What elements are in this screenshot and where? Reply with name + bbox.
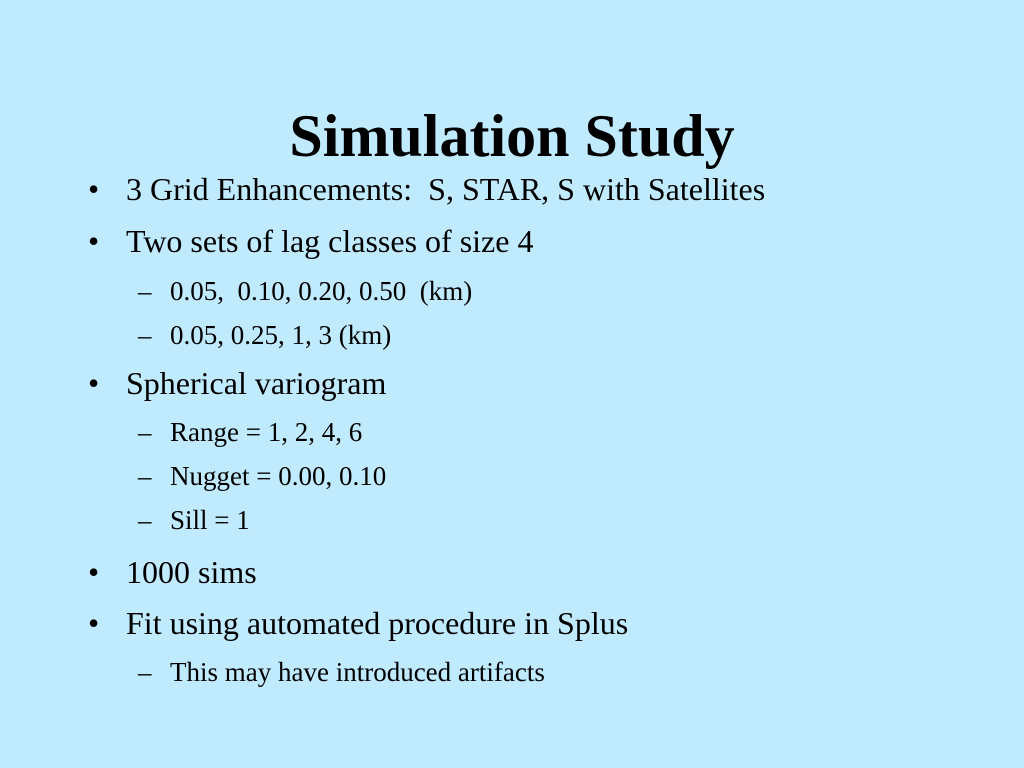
dash-marker: –: [138, 417, 152, 447]
bullet-marker: •: [88, 365, 100, 401]
item-text: Two sets of lag classes of size 4: [126, 223, 534, 259]
item-text: Spherical variogram: [126, 365, 387, 401]
dash-marker: –: [138, 657, 152, 687]
item-text: Nugget = 0.00, 0.10: [170, 461, 387, 491]
item-text: Sill = 1: [170, 505, 250, 535]
item-text: 1000 sims: [126, 554, 257, 590]
item-text: 0.05, 0.10, 0.20, 0.50 (km): [170, 276, 473, 306]
dash-marker: –: [138, 276, 152, 306]
bullet-marker: •: [88, 554, 100, 590]
dash-marker: –: [138, 461, 152, 491]
item-text: This may have introduced artifacts: [170, 657, 545, 687]
item-text: 3 Grid Enhancements: S, STAR, S with Satellites: [126, 171, 766, 207]
bullet-marker: •: [88, 605, 100, 641]
slide-title: Simulation Study: [289, 103, 735, 169]
item-text: Fit using automated procedure in Splus: [126, 605, 629, 641]
dash-marker: –: [138, 320, 152, 350]
dash-marker: –: [138, 505, 152, 535]
bullet-marker: •: [88, 223, 100, 259]
bullet-marker: •: [88, 171, 100, 207]
item-text: Range = 1, 2, 4, 6: [170, 417, 363, 447]
item-text: 0.05, 0.25, 1, 3 (km): [170, 320, 392, 350]
